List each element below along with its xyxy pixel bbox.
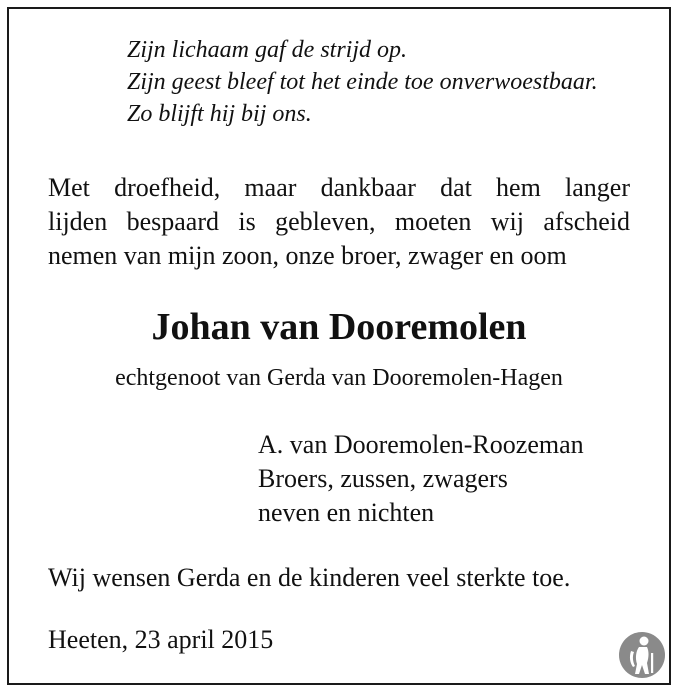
spouse-line: echtgenoot van Gerda van Dooremolen-Hagen — [115, 365, 563, 391]
poem-line: Zijn geest bleef tot het einde toe onverwoestbaar. — [127, 69, 598, 95]
closing-wish: Wij wensen Gerda en de kinderen veel sterkte toe. — [48, 563, 571, 592]
poem-block — [127, 34, 598, 130]
intro-paragraph — [48, 171, 630, 273]
intro-line: nemen van mijn zoon, onze broer, zwager en oom — [48, 241, 567, 270]
deceased-name: Johan van Dooremolen — [151, 306, 527, 348]
intro-line: Met droefheid, maar dankbaar dat hem langer — [48, 173, 630, 202]
intro-line: lijden bespaard is gebleven, moeten wij afscheid — [48, 207, 630, 236]
mourning-figure-icon — [618, 631, 666, 679]
place-date: Heeten, 23 april 2015 — [48, 625, 274, 654]
relatives-line: neven en nichten — [258, 498, 435, 527]
relatives-line: A. van Dooremolen-Roozeman — [258, 430, 584, 459]
poem-line: Zijn lichaam gaf de strijd op. — [127, 37, 408, 63]
relatives-line: Broers, zussen, zwagers — [258, 464, 508, 493]
relatives-block — [258, 428, 584, 530]
poem-line: Zo blijft hij bij ons. — [127, 101, 312, 127]
